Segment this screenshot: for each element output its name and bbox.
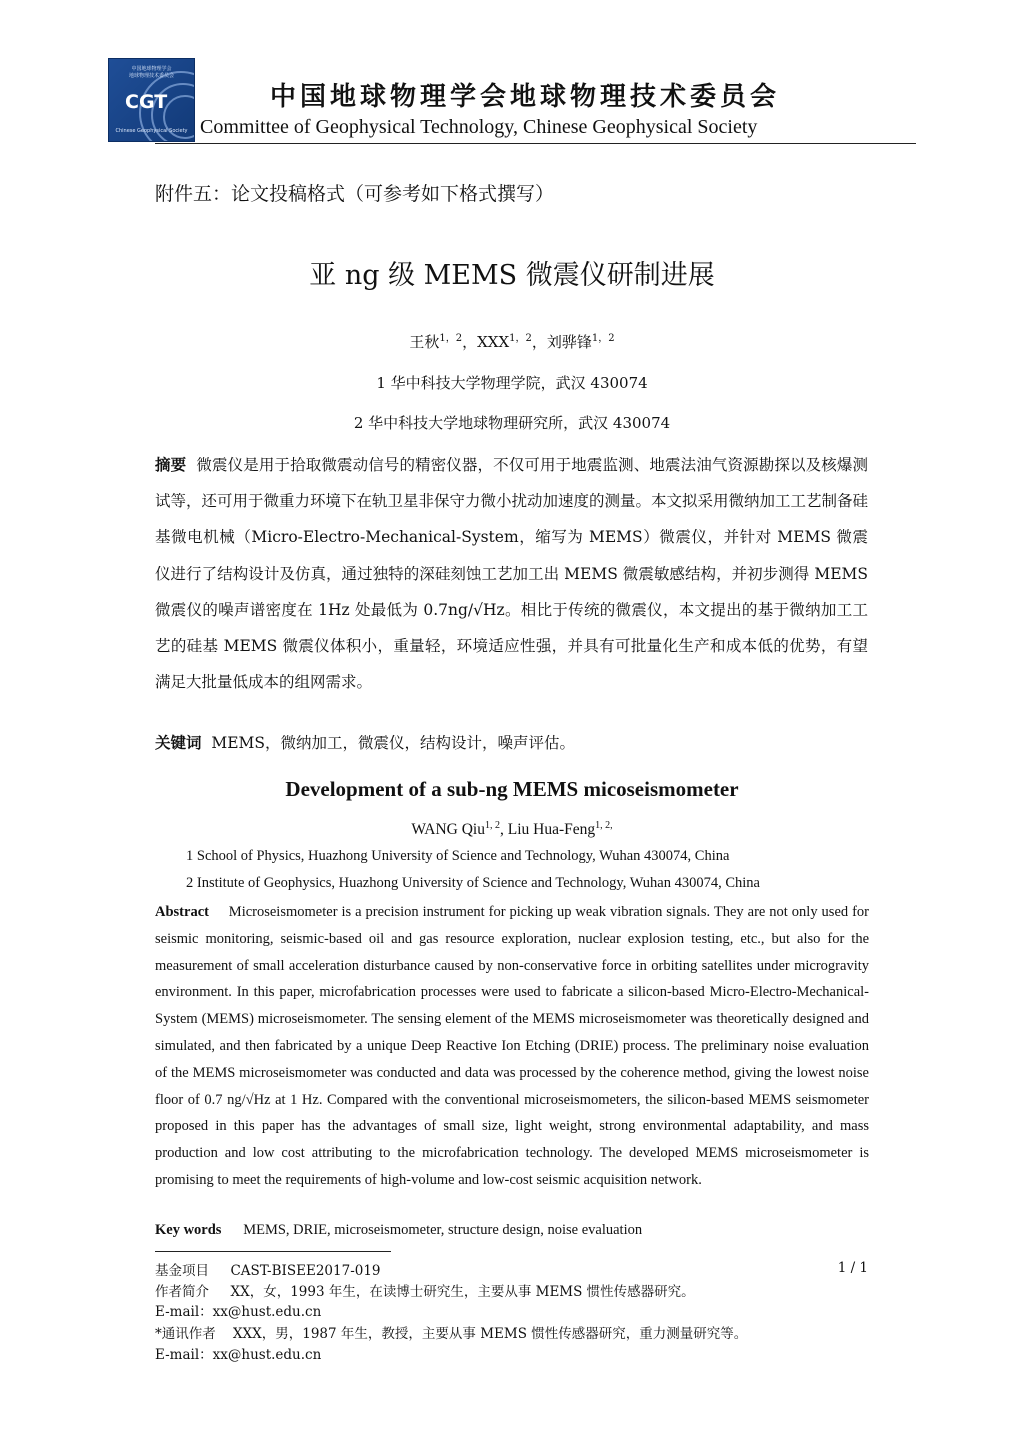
cgt-logo <box>108 58 195 142</box>
footnote-author: 作者简介 XX，女，1993 年生，在读博士研究生，主要从事 MEMS 惯性传感器研究。 <box>155 1284 695 1300</box>
abstract-cn <box>155 447 868 700</box>
keywords-en-text: MEMS, DRIE, microseismometer, structure design, noise evaluation <box>243 1222 643 1238</box>
abstract-en-text: Microseismometer is a precision instrument for picking up weak vibration signals. They are not only used for seismic monitoring, seismic-based oil and gas resource exploration, nuclear explosion testing, etc., but also for the measurement of small acceleration disturbance caused by non-conservative force in orbiting satellites under microgravity environment. In this paper, microfabrication processes were used to fabricate a silicon-based Micro-Electro-Mechanical-System (MEMS) microseismometer. The sensing element of the MEMS microseismometer was theoretically designed and simulated, and then fabricated by a unique Deep Reactive Ion Etching (DRIE) process. The preliminary noise evaluation of the MEMS microseismometer was conducted and data was processed by the coherence method, giving the lowest noise floor of 0.7 ng/√Hz at 1 Hz. Compared with the conventional microseismometers, the silicon-based MEMS seismometer proposed in this paper has the advantages of small size, light weight, strong environmental adaptability, and mass production and low cost attributing to the microfabrication technology. The developed MEMS microseismometer is promising to meet the requirements of high-volume and low-cost seismic acquisition network. <box>155 904 869 1188</box>
email-link-1[interactable]: xx@hust.edu.cn <box>212 1304 322 1320</box>
authors-en: WANG Qiu$^{1, 2}$, Liu Hua-Feng$^{1, 2,}$ <box>411 819 613 838</box>
affiliation-en-2: 2 Institute of Geophysics, Huazhong University of Science and Technology, Wuhan 430074, China <box>186 875 760 891</box>
abstract-cn-label: 摘要 <box>155 455 187 474</box>
footnote-email-2: E-mail：xx@hust.edu.cn <box>155 1347 322 1363</box>
org-name-cn: 中国地球物理学会地球物理技术委员会 <box>269 82 780 112</box>
keywords-cn <box>155 731 868 753</box>
affiliation-en-1: 1 School of Physics, Huazhong University of Science and Technology, Wuhan 430074, China <box>186 848 730 864</box>
org-name-en: Committee of Geophysical Technology, Chinese Geophysical Society <box>200 116 758 138</box>
keywords-en-label: Key words <box>155 1222 222 1238</box>
affiliation-cn-2: 2 华中科技大学地球物理研究所，武汉 430074 <box>353 414 671 432</box>
authors-cn: 王秋$^{1,2}$，$XXX^{1,2}$，刘骅锋$^{1,2}$ <box>409 333 615 351</box>
attachment-note: 附件五：论文投稿格式（可参考如下格式撰写） <box>155 183 555 205</box>
page-number: 1 / 1 <box>837 1260 868 1276</box>
email-link-2[interactable]: xx@hust.edu.cn <box>212 1347 322 1363</box>
footnote-fund: 基金项目 CAST-BISEE2017-019 <box>155 1263 381 1279</box>
footnote-email-1: E-mail：xx@hust.edu.cn <box>155 1304 322 1320</box>
abstract-en-label: Abstract <box>155 904 209 920</box>
logo-line1: 中国地球物理学会 地球物理技术委员会 <box>128 66 174 79</box>
footnote-divider <box>155 1251 391 1252</box>
header-divider <box>155 143 916 144</box>
abstract-cn-text: 微震仪是用于拾取微震动信号的精密仪器，不仅可用于地震监测、地震法油气资源勘探以及核爆测试等，还可用于微重力环境下在轨卫星非保守力微小扰动加速度的测量。本文拟采用微纳加工工艺制备硅基微电机械（Micro-Electro-Mechanical-System，缩写为 MEMS）微震仪，并针对 MEMS 微震仪进行了结构设计及仿真，通过独特的深硅刻蚀工艺加工出 MEMS 微震敏感结构，并初步测得 MEMS 微震仪的噪声谱密度在 1Hz 处最低为 0.7ng/√Hz。相比于传统的微震仪，本文提出的基于微纳加工工艺的硅基 MEMS 微震仪体积小，重量轻，环境适应性强，并具有可批量化生产和成本低的优势，有望满足大批量低成本的组网需求。 <box>155 456 869 692</box>
logo-subtitle: Chinese Geophysical Society <box>115 128 188 134</box>
affiliation-cn-1: 1 华中科技大学物理学院，武汉 430074 <box>376 374 648 392</box>
keywords-en <box>155 1222 642 1239</box>
paper-title-cn: 亚 ng 级 MEMS 微震仪研制进展 <box>309 260 715 291</box>
keywords-cn-label: 关键词 <box>155 733 202 752</box>
keywords-cn-text: MEMS，微纳加工，微震仪，结构设计，噪声评估。 <box>211 734 576 752</box>
abstract-en <box>155 899 869 1194</box>
logo-acronym: CGT <box>125 91 168 113</box>
paper-title-en: Development of a sub-ng MEMS micoseismometer <box>285 777 739 801</box>
footnote-corresponding: *通讯作者 XXX，男，1987 年生，教授，主要从事 MEMS 惯性传感器研究，重力测量研究等。 <box>155 1326 748 1342</box>
